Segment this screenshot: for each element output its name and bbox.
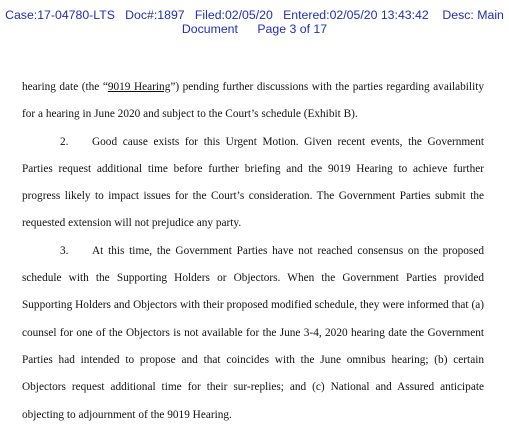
defined-term-9019-hearing: 9019 Hearing (107, 81, 171, 93)
ecf-filing-header (0, 8, 509, 36)
entered-date: Entered:02/05/20 13:43:42 (283, 8, 429, 22)
docket-number: Doc#:1897 (125, 8, 185, 22)
description: Desc: Main (442, 8, 504, 22)
filing-header-line-1 (0, 8, 509, 22)
filing-header-line-2 (0, 22, 509, 36)
paragraph-2-number: 2. (60, 135, 69, 148)
paragraph-3-text: At this time, the Government Parties have not reached consensus on the proposed schedule with the Supporting Holders or Objectors. When the Government Parties provided Supporting Holders and Objectors with their proposed modified schedule, they were informed that (a) counsel for one of the Objectors is not available for the June 3-4, 2020 hearing date the Government Parties had intended to propose and that coincides with the June omnibus hearing; (b) certain Objectors request additional time for their sur-replies; and (c) National and Assured anticipate objecting to adjournment of the 9019 Hearing. (22, 244, 484, 421)
paragraph-1-text-start: hearing date (the “ (22, 81, 108, 93)
paragraph-1-text-end: ”) pending further discussions with the parties regarding availability for a hearing in June 2020 and subject to the Court’s schedule (Exhibit B). (22, 81, 484, 121)
filed-date: Filed:02/05/20 (194, 8, 273, 22)
paragraph-2-text: Good cause exists for this Urgent Motion. Given recent events, the Government Parties request additional time before further briefing and the 9019 Hearing to achieve further progress likely to impact issues for the Court’s consideration. The Government Parties submit the requested extension will not prejudice any party. (22, 135, 484, 230)
page-indicator: Page 3 of 17 (257, 22, 328, 36)
paragraph-3 (22, 238, 484, 429)
paragraph-3-number: 3. (60, 244, 69, 257)
paragraph-continuation (22, 74, 484, 129)
paragraph-2 (22, 129, 484, 238)
document-body (22, 74, 484, 429)
document-label: Document (181, 22, 238, 36)
case-number: Case:17-04780-LTS (5, 8, 115, 22)
